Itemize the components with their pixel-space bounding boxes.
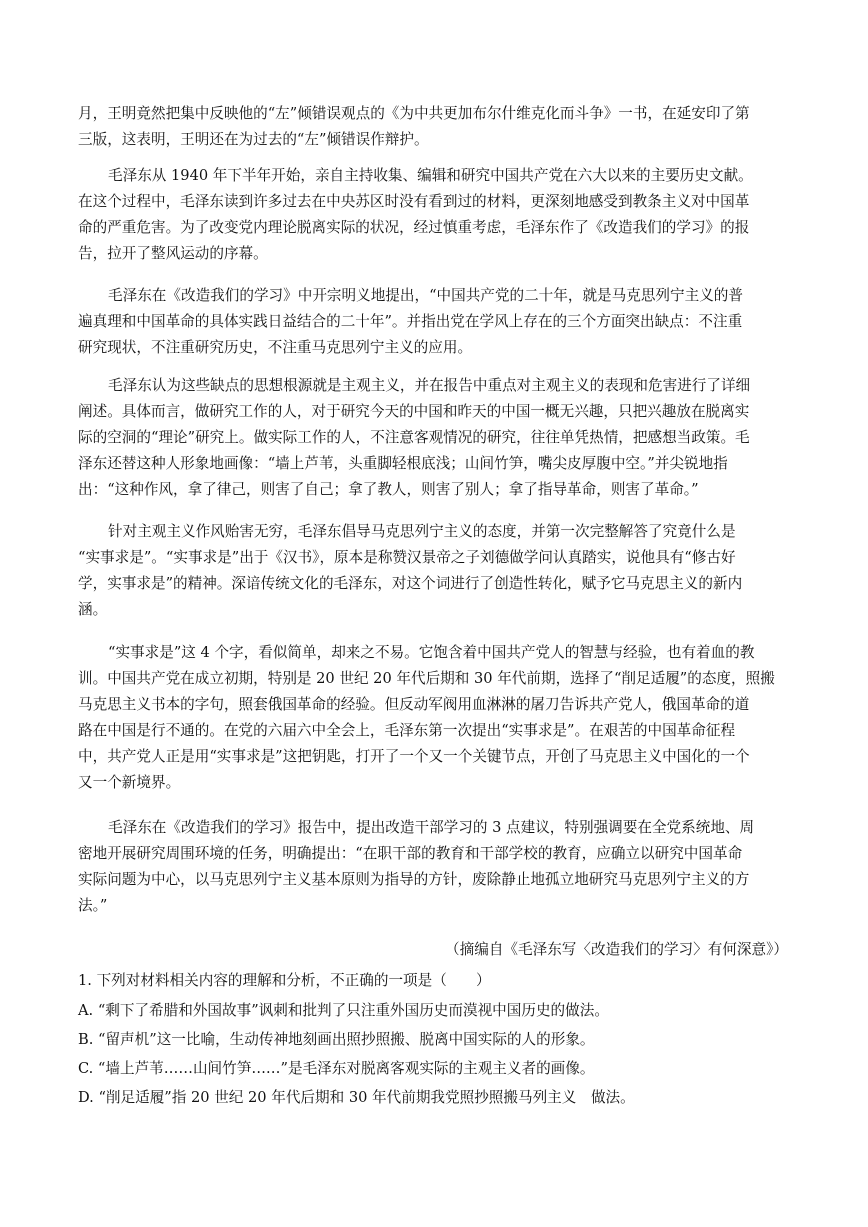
paragraph-4 [78, 373, 792, 503]
option-b: B. “留声机”这一比喻，生动传神地刻画出照抄照搬、脱离中国实际的人的形象。 [78, 1031, 595, 1048]
option-c: C. “墙上芦苇……山间竹笋……”是毛泽东对脱离客观实际的主观主义者的画像。 [78, 1060, 595, 1077]
text-line: 毛泽东在《改造我们的学习》报告中，提出改造干部学习的 3 点建议，特别强调要在全党系统地、周 [108, 819, 755, 836]
option-a: A. “剩下了希腊和外国故事”讽刺和批判了只注重外国历史而漠视中国历史的做法。 [78, 1002, 609, 1019]
text-line: 马克思主义书本的字句，照套俄国革命的经验。但反动军阀用血淋淋的屠刀告诉共产党人，俄国革命的道 [78, 696, 750, 713]
text-line: 针对主观主义作风贻害无穷，毛泽东倡导马克思列宁主义的态度，并第一次完整解答了究竟什么是 [108, 523, 736, 540]
text-line: 实际问题为中心，以马克思列宁主义基本原则为指导的方针，废除静止地孤立地研究马克思列宁主义的方 [78, 871, 750, 888]
text-line: 法。” [78, 897, 108, 914]
text-line: 阐述。具体而言，做研究工作的人，对于研究今天的中国和昨天的中国一概无兴趣，只把兴趣放在脱离实 [78, 403, 750, 420]
text-line: 研究现状，不注重研究历史，不注重马克思列宁主义的应用。 [78, 339, 473, 356]
text-line: 泽东还替这种人形象地画像：“墙上芦苇，头重脚轻根底浅；山间竹笋，嘴尖皮厚腹中空。”并尖锐地指 [78, 455, 728, 472]
paragraph-5 [78, 519, 792, 623]
text-line: “实事求是”。“实事求是”出于《汉书》，原本是称赞汉景帝之子刘德做学问认真踏实，说他具有“修古好 [78, 549, 736, 566]
text-line: 学，实事求是”的精神。深谙传统文化的毛泽东，对这个词进行了创造性转化，赋予它马克思主义的新内 [78, 575, 743, 592]
paragraph-2 [78, 163, 792, 267]
text-line: 毛泽东在《改造我们的学习》中开宗明义地提出，“中国共产党的二十年，就是马克思列宁主义的普 [108, 287, 743, 304]
text-line: 告，拉开了整风运动的序幕。 [78, 245, 268, 262]
text-line: 又一个新境界。 [78, 774, 181, 791]
text-line: 三版，这表明，王明还在为过去的“左”倾错误作辩护。 [78, 131, 429, 148]
paragraph-1 [78, 101, 792, 153]
text-line: 出：“这种作风，拿了律己，则害了自己；拿了教人，则害了别人；拿了指导革命，则害了革命。” [78, 481, 699, 498]
text-line: 月，王明竟然把集中反映他的“左”倾错误观点的《为中共更加布尔什维克化而斗争》一书，在延安印了第 [78, 105, 750, 122]
text-line: 际的空洞的“理论”研究上。做实际工作的人，不注意客观情况的研究，往往单凭热情，把感想当政策。毛 [78, 429, 750, 446]
paragraph-3 [78, 283, 792, 361]
text-line: 路在中国是行不通的。在党的六届六中全会上，毛泽东第一次提出“实事求是”。在艰苦的中国革命征程 [78, 722, 736, 739]
text-line: 毛泽东从 1940 年下半年开始，亲自主持收集、编辑和研究中国共产党在六大以来的主要历史文献。 [108, 167, 753, 184]
question-stem: 1. 下列对材料相关内容的理解和分析，不正确的一项是（ ） [78, 972, 491, 989]
text-line: 训。中国共产党在成立初期，特别是 20 世纪 20 年代后期和 30 年代前期，选择了“削足适履”的态度，照搬 [78, 670, 775, 687]
text-line: 遍真理和中国革命的具体实践日益结合的二十年”。并指出党在学风上存在的三个方面突出缺点：不注重 [78, 313, 743, 330]
paragraph-7 [78, 815, 792, 919]
option-d: D. “削足适履”指 20 世纪 20 年代后期和 30 年代前期我党照抄照搬马列主义 做法。 [78, 1089, 635, 1106]
text-line: 命的严重危害。为了改变党内理论脱离实际的状况，经过慎重考虑，毛泽东作了《改造我们的学习》的报 [78, 219, 750, 236]
text-line: 毛泽东认为这些缺点的思想根源就是主观主义，并在报告中重点对主观主义的表现和危害进行了详细 [108, 377, 751, 394]
paragraph-6 [78, 640, 792, 796]
text-line: “实事求是”这 4 个字，看似简单，却来之不易。它饱含着中国共产党人的智慧与经验，也有着血的教 [108, 644, 755, 661]
source-citation: （摘编自《毛泽东写〈改造我们的学习〉有何深意》） [445, 941, 788, 958]
text-line: 涵。 [78, 601, 108, 618]
text-line: 中，共产党人正是用“实事求是”这把钥匙，打开了一个又一个关键节点，开创了马克思主义中国化的一个 [78, 748, 750, 765]
text-line: 密地开展研究周围环境的任务，明确提出：“在职干部的教育和干部学校的教育，应确立以研究中国革命 [78, 845, 743, 862]
text-line: 在这个过程中，毛泽东读到许多过去在中央苏区时没有看到过的材料，更深刻地感受到教条主义对中国革 [78, 193, 750, 210]
